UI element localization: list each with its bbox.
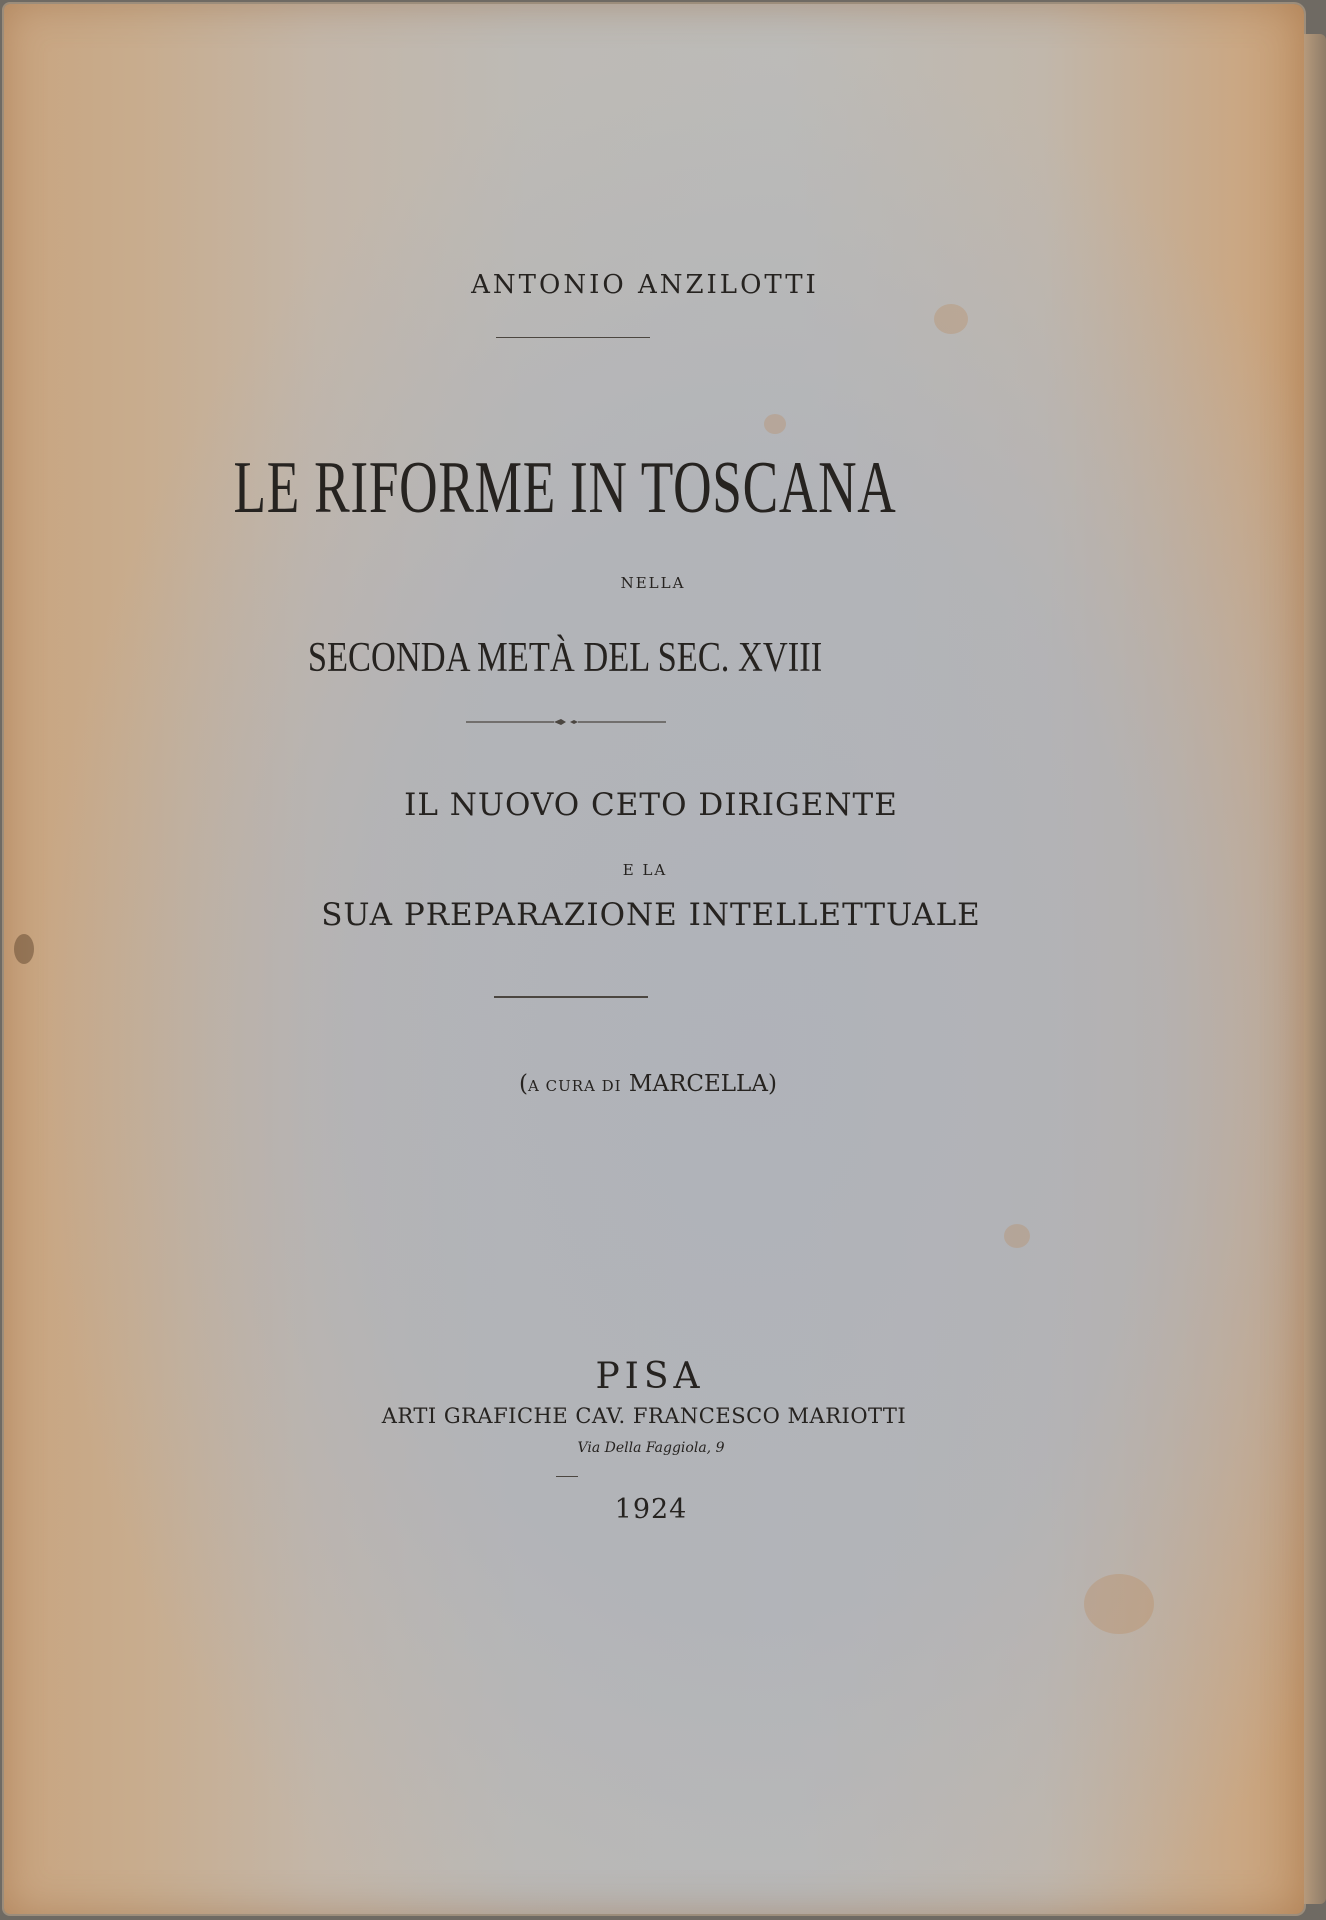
foxing-spot	[1004, 1224, 1030, 1248]
divider-rule	[494, 996, 648, 998]
book-title: LE RIFORME IN TOSCANA	[233, 447, 897, 529]
curator-paren-open: (	[519, 1071, 529, 1097]
ornament-divider	[466, 717, 666, 727]
subject-connector: E LA	[622, 861, 668, 879]
curator-paren-close: )	[767, 1071, 777, 1097]
foxing-spot	[1084, 1574, 1154, 1634]
divider-rule	[556, 1476, 578, 1477]
printer-name: ARTI GRAFICHE CAV. FRANCESCO MARIOTTI	[381, 1404, 907, 1428]
book-cover	[4, 4, 1304, 1914]
curator-name: MARCELLA	[628, 1071, 768, 1097]
curator-credit	[0, 1071, 1304, 1097]
curator-prefix: A CURA DI	[528, 1077, 622, 1095]
foxing-spot	[14, 934, 34, 964]
page-edges	[1304, 34, 1326, 1904]
printer-address: Via Della Faggiola, 9	[577, 1440, 725, 1456]
publication-year: 1924	[614, 1494, 688, 1525]
title-connector: NELLA	[620, 574, 686, 592]
author-name: ANTONIO ANZILOTTI	[471, 270, 819, 300]
subject-line-1: IL NUOVO CETO DIRIGENTE	[404, 787, 898, 823]
publication-city: PISA	[595, 1356, 705, 1397]
book-subtitle: SECONDA METÀ DEL SEC. XVIII	[307, 635, 823, 681]
subject-line-2: SUA PREPARAZIONE INTELLETTUALE	[321, 897, 981, 933]
foxing-spot	[764, 414, 786, 434]
divider-rule	[496, 337, 650, 338]
foxing-spot	[934, 304, 968, 334]
